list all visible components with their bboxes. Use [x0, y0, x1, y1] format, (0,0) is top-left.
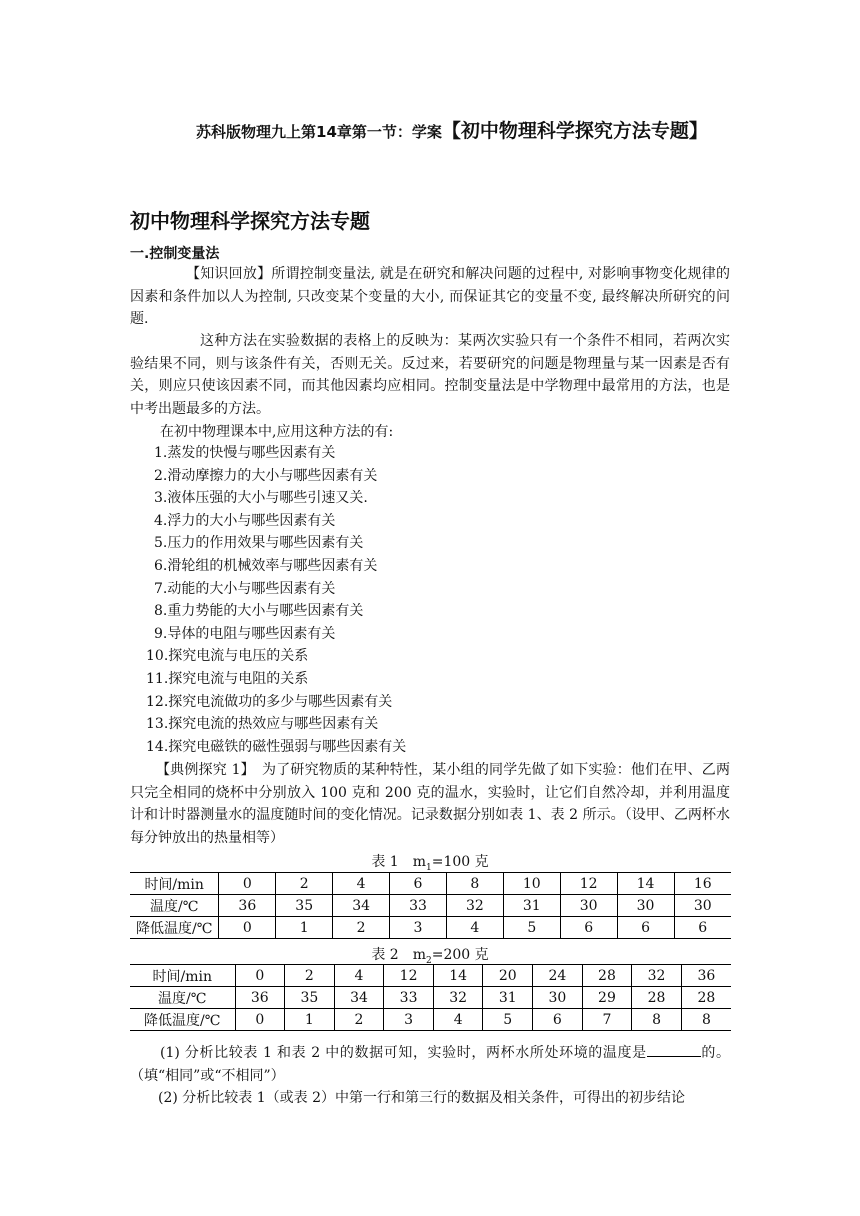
table-cell: 31: [503, 895, 560, 917]
table-cell: 14: [433, 965, 483, 987]
document-header: [196, 116, 836, 143]
list-item: 5.压力的作用效果与哪些因素有关: [154, 535, 364, 552]
table-cell: 33: [384, 987, 434, 1009]
table-cell: 8: [446, 873, 503, 895]
table1-caption-text: 表 1 m: [371, 854, 426, 870]
table-cell: 12: [384, 965, 434, 987]
table-cell: 14: [617, 873, 674, 895]
table-cell: 2: [285, 965, 335, 987]
table-cell: 0: [235, 1009, 285, 1031]
question-2: (2) 分析比较表 1（或表 2）中第一行和第三行的数据及相关条件，可得出的初步结论: [158, 1090, 685, 1106]
list-item: 4.浮力的大小与哪些因素有关: [154, 512, 336, 529]
list-item: 14.探究电磁铁的磁性强弱与哪些因素有关: [146, 738, 407, 755]
table-cell: 34: [333, 895, 390, 917]
table-cell: 31: [483, 987, 533, 1009]
table-cell: 32: [433, 987, 483, 1009]
table-cell: 36: [235, 987, 285, 1009]
method-description-paragraph: 这种方法在实验数据的表格上的反映为：某两次实验只有一个条件不相同，若两次实验结果不同，则与该条件有关，否则无关。反过来，若要研究的问题是物理量与某一因素是否有关，则应只使该因素不同，而其他因素均应相同。控制变量法是中学物理中最常用的方法，也是中考出题最多的方法。: [130, 333, 730, 417]
answer-blank[interactable]: [647, 1044, 701, 1057]
table-cell: 29: [582, 987, 632, 1009]
table-cell: 温度/℃: [130, 895, 219, 917]
table-cell: 降低温度/℃: [130, 917, 219, 939]
table-cell: 3: [384, 1009, 434, 1031]
table-cell: 4: [333, 873, 390, 895]
table2-caption-value: =200 克: [431, 947, 489, 963]
table-cell: 28: [681, 987, 731, 1009]
table-cell: 温度/℃: [130, 987, 235, 1009]
table2-caption-text: 表 2 m: [371, 947, 426, 963]
table2-caption: [0, 944, 860, 966]
section-heading: 一.控制变量法: [130, 246, 220, 262]
list-item: 9.导体的电阻与哪些因素有关: [154, 625, 336, 642]
header-topic: 【初中物理科学探究方法专题】: [441, 120, 708, 142]
table-cell: 28: [582, 965, 632, 987]
table-cell: 2: [334, 1009, 384, 1031]
table-row: [130, 895, 731, 917]
example-paragraph: 【典例探究 1】 为了研究物质的某种特性，某小组的同学先做了如下实验：他们在甲、乙两只完全相同的烧杯中分别放入 100 克和 200 克的温水，实验时，让它们自然冷却，并利用温度计和计时器测量水的温度随时间的变化情况。记录数据分别如表 1、表 2 所示。（设甲、乙两杯水每分钟放出的热量相等）: [130, 762, 730, 846]
table-row: [130, 1009, 731, 1031]
table-cell: 2: [276, 873, 333, 895]
table-cell: 8: [681, 1009, 731, 1031]
table-cell: 6: [533, 1009, 583, 1031]
table-cell: 1: [276, 917, 333, 939]
table-cell: 2: [333, 917, 390, 939]
table-cell: 6: [390, 873, 447, 895]
table-row: [130, 987, 731, 1009]
table-cell: 32: [446, 895, 503, 917]
list-item: 1.蒸发的快慢与哪些因素有关: [154, 445, 336, 461]
question-1-hint: 的。（填“相同”或“不相同”）: [130, 1045, 730, 1084]
table-cell: 8: [632, 1009, 682, 1031]
table-cell: 5: [503, 917, 560, 939]
table-cell: 1: [285, 1009, 335, 1031]
table-cell: 20: [483, 965, 533, 987]
list-item: 12.探究电流做功的多少与哪些因素有关: [146, 693, 393, 710]
header-prefix: 苏科版物理九上第14章第一节：学案: [196, 123, 442, 141]
table-cell: 36: [681, 965, 731, 987]
table-cell: 6: [560, 917, 617, 939]
table-cell: 30: [533, 987, 583, 1009]
table-cell: 30: [617, 895, 674, 917]
list-item: 13.探究电流的热效应与哪些因素有关: [146, 716, 379, 733]
table-cell: 28: [632, 987, 682, 1009]
list-item: 3.液体压强的大小与哪些引速又关.: [154, 490, 368, 507]
table2-caption-sub: 2: [426, 955, 432, 966]
list-item: 8.重力势能的大小与哪些因素有关: [154, 603, 364, 620]
table-row: [130, 917, 731, 939]
table-cell: 33: [390, 895, 447, 917]
table-cell: 0: [235, 965, 285, 987]
table-cell: 时间/min: [130, 965, 235, 987]
application-list: [130, 442, 730, 758]
table2: [130, 964, 731, 1031]
table-cell: 6: [674, 917, 731, 939]
table-cell: 4: [433, 1009, 483, 1031]
knowledge-review-paragraph: 【知识回放】所谓控制变量法, 就是在研究和解决问题的过程中, 对影响事物变化规律的因素和条件加以人为控制, 只改变某个变量的大小, 而保证其它的变量不变, 最终解决所研究的问题.: [130, 266, 730, 327]
table-cell: 7: [582, 1009, 632, 1031]
table-cell: 12: [560, 873, 617, 895]
table-cell: 24: [533, 965, 583, 987]
table-cell: 10: [503, 873, 560, 895]
table1-caption-sub: 1: [426, 862, 432, 873]
table-cell: 16: [674, 873, 731, 895]
list-item: 7.动能的大小与哪些因素有关: [154, 580, 336, 597]
table-cell: 4: [334, 965, 384, 987]
table-cell: 时间/min: [130, 873, 219, 895]
list-item: 2.滑动摩擦力的大小与哪些因素有关: [154, 467, 378, 484]
table-cell: 降低温度/℃: [130, 1009, 235, 1031]
table-cell: 34: [334, 987, 384, 1009]
table1: [130, 872, 731, 939]
table-cell: 0: [219, 873, 276, 895]
page-title: 初中物理科学探究方法专题: [130, 209, 370, 233]
table-cell: 3: [390, 917, 447, 939]
table-cell: 35: [285, 987, 335, 1009]
table-cell: 5: [483, 1009, 533, 1031]
list-item: 10.探究电流与电压的关系: [146, 648, 309, 665]
table-cell: 4: [446, 917, 503, 939]
table-cell: 32: [632, 965, 682, 987]
question-1: [130, 1042, 730, 1087]
application-intro: 在初中物理课本中,应用这种方法的有:: [160, 424, 394, 440]
table1-caption-value: =100 克: [431, 854, 489, 870]
table-cell: 35: [276, 895, 333, 917]
table-cell: 30: [674, 895, 731, 917]
question-1-text: (1) 分析比较表 1 和表 2 中的数据可知，实验时，两杯水所处环境的温度是: [160, 1045, 647, 1061]
table-cell: 0: [219, 917, 276, 939]
table-cell: 30: [560, 895, 617, 917]
table-cell: 36: [219, 895, 276, 917]
table-row: [130, 965, 731, 987]
table1-caption: [0, 851, 860, 873]
table-cell: 6: [617, 917, 674, 939]
list-item: 11.探究电流与电阻的关系: [146, 670, 309, 687]
list-item: 6.滑轮组的机械效率与哪些因素有关: [154, 557, 378, 574]
table-row: [130, 873, 731, 895]
